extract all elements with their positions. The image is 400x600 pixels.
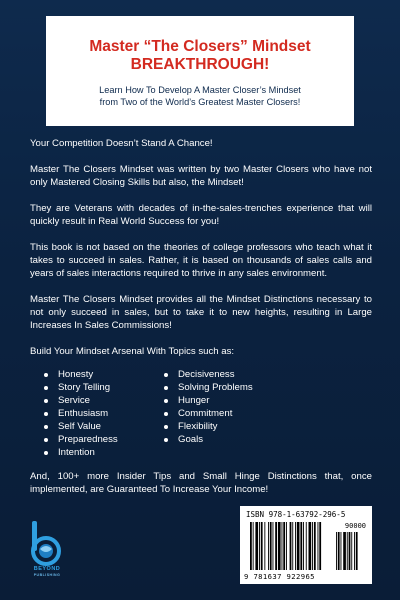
barcode-number: 9 781637 922965 xyxy=(244,572,315,581)
barcode-icon xyxy=(248,522,364,572)
topics-column-2 xyxy=(164,368,253,459)
tagline xyxy=(46,84,354,108)
publisher-logo-subtext: PUBLISHING xyxy=(33,573,61,577)
paragraph-7: And, 100+ more Insider Tips and Small Hinge Distinctions that, once implemented, are Guaranteed To Increase Your Income! xyxy=(30,471,372,495)
paragraph-4: This book is not based on the theories of college professors who teach what it takes to succeed in sales. Rather, it is based on thousands of sales calls and years of sales interactions required to thrive in any sales environment. xyxy=(30,242,372,279)
topic-item: Honesty xyxy=(44,368,164,381)
publisher-logo-text: BEYOND xyxy=(33,566,61,572)
topics-column-1 xyxy=(44,368,164,459)
cover-title: Master “The Closers” Mindset xyxy=(89,38,311,55)
topic-item: Goals xyxy=(164,433,253,446)
topic-item: Enthusiasm xyxy=(44,407,164,420)
paragraph-2: Master The Closers Mindset was written by two Master Closers who have not only Mastered Closing Skills but also, the Mindset! xyxy=(30,164,372,188)
price-code: 90000 xyxy=(344,522,366,530)
topic-item: Hunger xyxy=(164,394,253,407)
tagline-line-1: Learn How To Develop A Master Closer’s Mindset xyxy=(99,85,301,95)
barcode-box xyxy=(240,506,372,584)
topic-item: Self Value xyxy=(44,420,164,433)
cover-subtitle: BREAKTHROUGH! xyxy=(130,56,270,73)
topics-list xyxy=(44,368,372,459)
paragraph-5: Master The Closers Mindset provides all the Mindset Distinctions necessary to not only succeed in sales, but to take it to new heights, resulting in Large Increases In Sales Commissions! xyxy=(30,294,372,331)
topic-item: Story Telling xyxy=(44,381,164,394)
topic-item: Service xyxy=(44,394,164,407)
topic-item: Commitment xyxy=(164,407,253,420)
paragraph-3: They are Veterans with decades of in-the-sales-trenches experience that will quickly result in Real World Success for you! xyxy=(30,203,372,227)
topic-item: Preparedness xyxy=(44,433,164,446)
tagline-line-2: from Two of the World’s Greatest Master Closers! xyxy=(99,97,301,107)
isbn-label: ISBN 978-1-63792-296-5 xyxy=(246,510,346,519)
topic-item: Solving Problems xyxy=(164,381,253,394)
topic-item: Flexibility xyxy=(164,420,253,433)
topic-item: Intention xyxy=(44,446,164,459)
paragraph-6: Build Your Mindset Arsenal With Topics such as: xyxy=(30,346,235,357)
topic-item: Decisiveness xyxy=(164,368,253,381)
paragraph-1: Your Competition Doesn’t Stand A Chance! xyxy=(30,138,213,149)
header-box xyxy=(46,16,354,126)
description-body xyxy=(30,137,372,509)
publisher-name xyxy=(22,566,72,578)
